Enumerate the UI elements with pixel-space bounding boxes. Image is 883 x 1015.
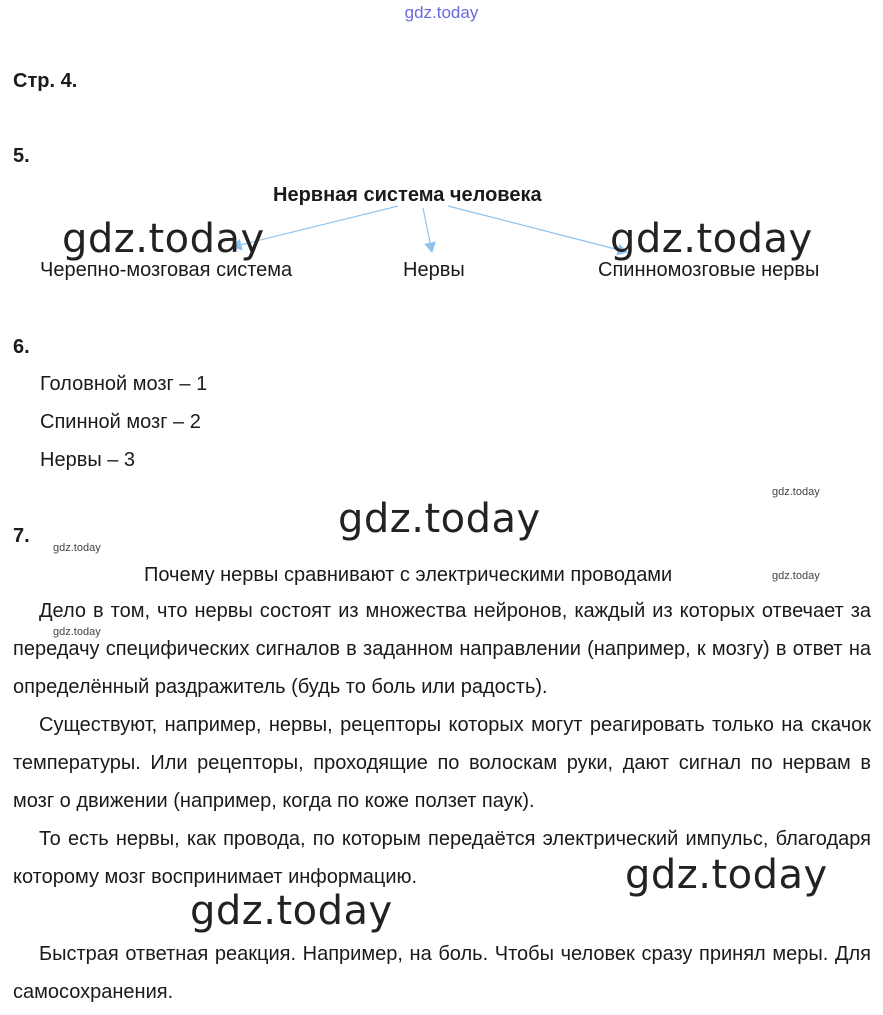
list-item: Нервы – 3: [40, 449, 136, 471]
task-7-question: Почему нервы сравнивают с электрическими проводами: [144, 564, 673, 586]
task-7-number: 7.: [13, 525, 30, 547]
watermark-small: gdz.today: [53, 542, 101, 554]
paragraph: Быстрая ответная реакция. Например, на боль. Чтобы человек сразу принял меры. Для самосохранения.: [13, 943, 871, 1003]
list-item: Спинной мозг – 2: [40, 411, 201, 433]
paragraph: То есть нервы, как провода, по которым передаётся электрический импульс, благодаря которому мозг воспринимает информацию.: [13, 828, 871, 888]
arrow-middle: [423, 208, 432, 252]
watermark-small: gdz.today: [772, 570, 820, 582]
diagram-node-spinal: Спинномозговые нервы: [598, 259, 820, 281]
header-watermark: gdz.today: [404, 3, 479, 22]
diagram-title: Нервная система человека: [273, 184, 542, 206]
diagram-node-cranial: Черепно-мозговая система: [40, 259, 293, 281]
diagram-node-nerves: Нервы: [403, 259, 465, 281]
list-item: Головной мозг – 1: [40, 373, 208, 395]
watermark-big: gdz.today: [610, 216, 813, 262]
watermark-big: gdz.today: [62, 216, 265, 262]
task-6-number: 6.: [13, 336, 30, 358]
task-5-number: 5.: [13, 145, 30, 167]
watermark-small: gdz.today: [772, 486, 820, 498]
arrow-right: [448, 206, 627, 252]
paragraph: Дело в том, что нервы состоят из множества нейронов, каждый из которых отвечает за передачу специфических сигналов в заданном направлении (например, к мозгу) в ответ на определённый раздражитель (будь то боль или радость).: [13, 600, 871, 698]
paragraph: Существуют, например, нервы, рецепторы которых могут реагировать только на скачок температуры. Или рецепторы, проходящие по волоскам руки, дают сигнал по нервам в мозг о движении (например, когда по коже ползет паук).: [13, 714, 871, 812]
watermark-small: gdz.today: [53, 626, 101, 638]
watermark-big: gdz.today: [190, 888, 393, 934]
watermark-big: gdz.today: [625, 852, 828, 898]
page-reference: Стр. 4.: [13, 70, 78, 92]
watermark-big: gdz.today: [338, 496, 541, 542]
